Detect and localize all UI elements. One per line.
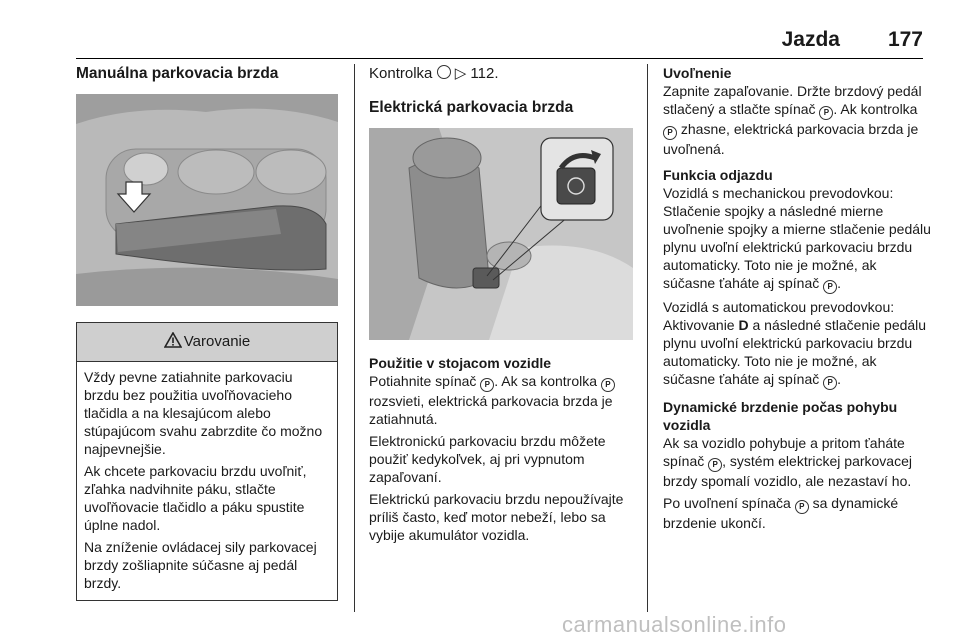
indicator-symbol-icon (437, 65, 451, 79)
indicator-reference: Kontrolka ▷ 112. (369, 65, 499, 82)
reference-arrow-icon: ▷ (454, 65, 467, 82)
chapter-title: Jazda (781, 28, 840, 51)
paragraph: Vozidlá s mechanickou prevodovkou: Stlačenie spojky a následné mierne uvoľnenie spojky a mierne stlačenie pedálu plynu uvoľní elektrickú parkovaciu brzdu automaticky. Toto nie je možné, ak súčasne ťaháte aj spínač P . (663, 184, 931, 294)
parking-switch-icon: P (823, 376, 837, 390)
warning-paragraph: Ak chcete parkovaciu brzdu uvoľniť, zľahka nadvihnite páku, stlačte uvoľňovacie tlačidlo a páku spustite úplne nadol. (84, 463, 307, 533)
column-divider (354, 64, 355, 612)
paragraph: Zapnite zapaľovanie. Držte brzdový pedál stlačený a stlačte spínač P . Ak kontrolka P zhasne, elektrická parkovacia brzda je uvoľnená. (663, 83, 922, 157)
paragraph: Potiahnite spínač P . Ak sa kontrolka P rozsvieti, elektrická parkovacia brzda je zatiahnutá. (369, 372, 633, 428)
section-title: Elektrická parkovacia brzda (369, 99, 574, 116)
page-number: 177 (887, 28, 923, 51)
parking-indicator-icon: P (663, 126, 677, 140)
header-rule (76, 58, 923, 59)
column-manual-brake (76, 64, 338, 601)
handbrake-photo (76, 94, 338, 306)
subsection-title: Funkcia odjazdu (663, 167, 773, 183)
subsection-title: Dynamické brzdenie počas pohybu vozidla (663, 399, 898, 433)
section-title: Manuálna parkovacia brzda (76, 65, 279, 82)
gear-letter: D (738, 317, 749, 333)
paragraph: Ak sa vozidlo pohybuje a pritom ťaháte spínač P , systém elektrickej parkovacej brzdy spomalí vozidlo, ale nezastaví ho. (663, 435, 912, 489)
subsection-title: Použitie v stojacom vozidle (369, 355, 552, 371)
warning-icon (164, 332, 182, 348)
warning-box (76, 322, 338, 601)
parking-switch-icon: P (819, 106, 833, 120)
page-header (0, 28, 960, 58)
parking-switch-icon: P (480, 378, 494, 392)
warning-paragraph: Na zníženie ovládacej sily parkovacej brzdy zošliapnite súčasne aj pedál brzdy. (84, 539, 317, 591)
column-divider (647, 64, 648, 612)
paragraph: Vozidlá s automatickou prevodovkou: Aktivovanie D a následné stlačenie pedálu plynu uvoľní elektrickú parkovaciu brzdu automaticky. Toto nie je možné, ak súčasne ťaháte aj spínač P . (663, 298, 931, 390)
paragraph: Elektronickú parkovaciu brzdu môžete použiť kedykoľvek, aj pri vypnutom zapaľovaní. (369, 433, 606, 485)
parking-switch-icon: P (708, 458, 722, 472)
warning-heading: Varovanie (77, 323, 337, 362)
parking-switch-icon: P (823, 280, 837, 294)
column-electric-brake (369, 64, 633, 544)
paragraph: Po uvoľnení spínača P sa dynamické brzdenie ukončí. (663, 495, 899, 531)
parking-indicator-icon: P (601, 378, 615, 392)
subsection-title: Uvoľnenie (663, 65, 732, 81)
paragraph: Elektrickú parkovaciu brzdu nepoužívajte príliš často, keď motor nebeží, lebo sa vybije akumulátor vozidla. (369, 491, 624, 543)
parking-switch-icon: P (795, 500, 809, 514)
epb-switch-photo (369, 128, 633, 340)
warning-paragraph: Vždy pevne zatiahnite parkovaciu brzdu bez použitia uvoľňovacieho tlačidla a na klesajúcom alebo stúpajúcom svahu zabrzdite čo možno najpevnejšie. (84, 369, 323, 457)
column-release (663, 64, 931, 532)
watermark: carmanualsonline.info (562, 612, 787, 637)
